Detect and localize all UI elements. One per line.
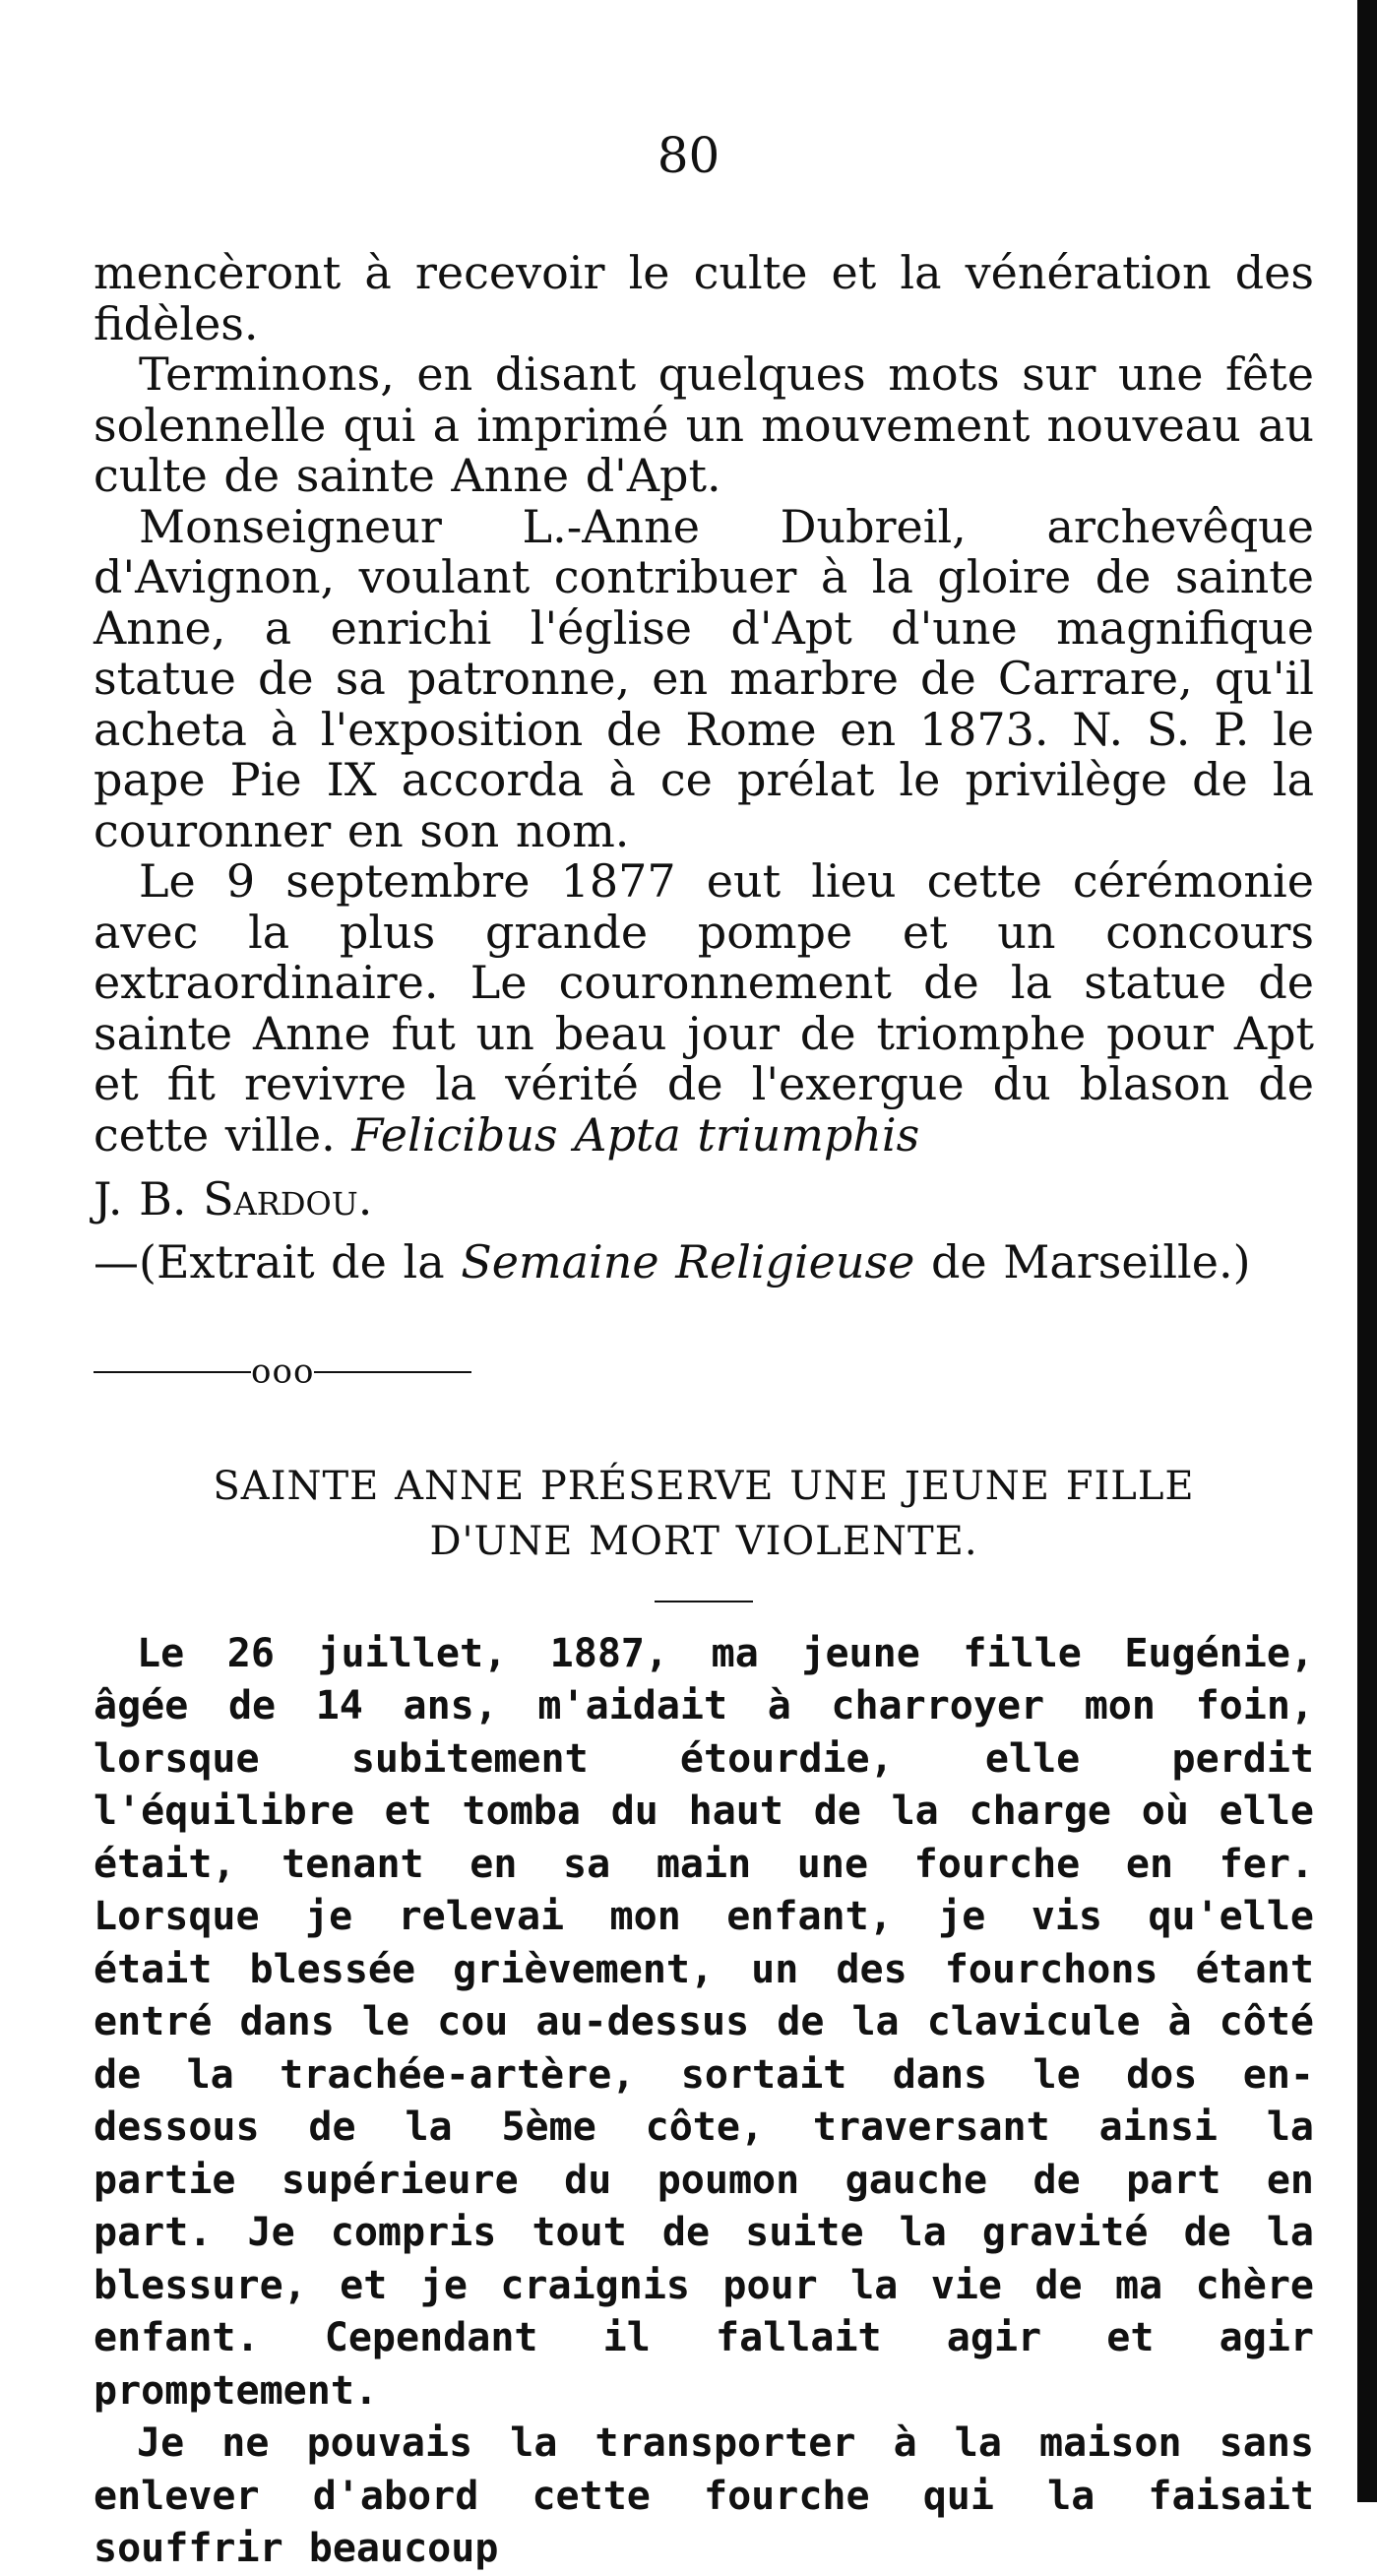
motto-latin: Felicibus Apta triumphis	[351, 1107, 920, 1162]
page-number: 80	[657, 127, 720, 184]
section-heading-line1: SAINTE ANNE PRÉSERVE UNE JEUNE FILLE	[213, 1463, 1195, 1509]
story-paragraph-fork: Je ne pouvais la transporter à la maison sans enlever d'abord cette fourche qui la faisait souffrir beaucoup	[94, 2420, 1314, 2572]
author-signature	[94, 1174, 1275, 1225]
paragraph-feast: Terminons, en disant quelques mots sur une fête solennelle qui a imprimé un mouvement nouveau au culte de sainte Anne d'Apt.	[94, 347, 1314, 502]
source-prefix: —(Extrait de la	[94, 1234, 445, 1288]
story-paragraph-accident: Le 26 juillet, 1887, ma jeune fille Eugénie, âgée de 14 ans, m'aidait à charroyer mon foin, lorsque subitement étourdie, elle perdit l'équilibre et tomba du haut de la charge où elle était, tenant en sa main une fourche en fer. Lorsque je relevai mon enfant, je vis qu'elle était blessée grièvement, un des fourchons étant entré dans le cou au-dessus de la clavicule à côté de la trachée-artère, sortait dans le dos en-dessous de la 5ème côte, traversant ainsi la partie supérieure du poumon gauche de part en part. Je compris tout de suite la gravité de la blessure, et je craignis pour la vie de ma chère enfant. Cependant il fallait agir et agir promptement.	[94, 1630, 1314, 2414]
paragraph-continuation: mencèront à recevoir le culte et la vénération des fidèles.	[94, 246, 1314, 350]
section-heading-line2: D'UNE MORT VIOLENTE.	[429, 1518, 978, 1564]
text-column	[94, 248, 1314, 2576]
paragraph-coronation	[94, 856, 1314, 1161]
divider-rule-left	[94, 1371, 251, 1373]
source-citation	[94, 1234, 1314, 1288]
divider-mark: ooo	[251, 1351, 315, 1392]
source-publication: Semaine Religieuse	[461, 1234, 915, 1288]
source-suffix: de Marseille.)	[930, 1234, 1251, 1288]
divider-rule-right	[314, 1371, 471, 1373]
heading-underline	[655, 1601, 753, 1602]
story-body	[94, 1628, 1314, 2576]
signature-surname: Sardou.	[203, 1172, 373, 1225]
paragraph-archbishop: Monseigneur L.-Anne Dubreil, archevêque d'Avignon, voulant contribuer à la gloire de sainte Anne, a enrichi l'église d'Apt d'une magnifique statue de sa patronne, en marbre de Carrare, qu'il acheta à l'exposition de Rome en 1873. N. S. P. le pape Pie IX accorda à ce prélat le privilège de la couronner en son nom.	[94, 499, 1314, 857]
signature-initials: J. B.	[94, 1172, 187, 1225]
section-divider	[94, 1345, 1314, 1398]
page-edge-rule	[1357, 0, 1377, 2502]
coronation-text: Le 9 septembre 1877 eut lieu cette cérémonie avec la plus grande pompe et un concours extraordinaire. Le couronnement de la statue de sainte Anne fut un beau jour de triomphe pour Apt et fit revivre la vérité de l'exergue du blason de cette ville.	[94, 854, 1314, 1162]
